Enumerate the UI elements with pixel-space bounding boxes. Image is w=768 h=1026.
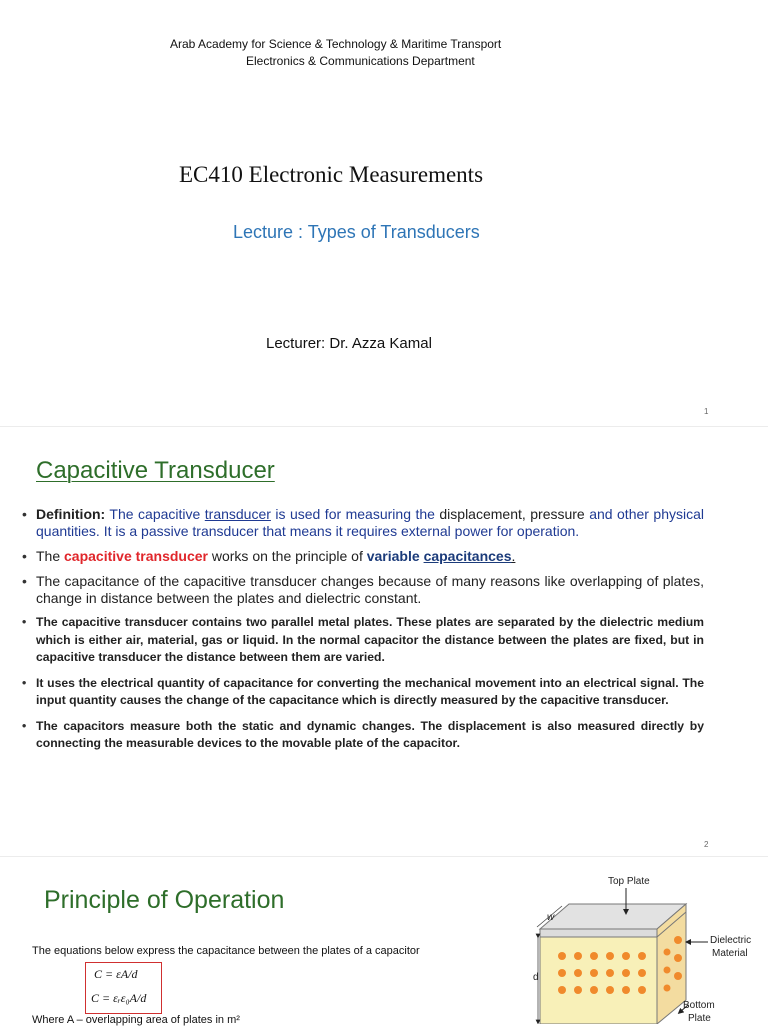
dielectric-front <box>540 929 657 1024</box>
definition-text: and other physical quantities. It is a passive transducer that means it requires external power for operation. <box>36 506 704 539</box>
slide-1 <box>0 0 768 425</box>
where-text: Where A – overlapping area of plates in m² <box>32 1014 240 1026</box>
variable-bold: variable <box>366 548 424 564</box>
equation-2: C = εᵣε₀A/d <box>91 991 147 1005</box>
bullet-parallel-plates: • The capacitive transducer contains two parallel metal plates. These plates are separated by the dielectric medium which is either air, material, gas or liquid. In the normal capacitor the distance between the plates are fixed, but in capacitive transducer the distance between them are varied. <box>22 614 704 667</box>
bullet-list <box>22 506 704 753</box>
principle-text: The <box>36 548 65 564</box>
equation-1: C = εA/d <box>94 967 138 981</box>
principle-text: works on the principle of <box>207 548 367 564</box>
lecture-subtitle: Lecture : Types of Transducers <box>233 222 480 242</box>
lecturer-name: Lecturer: Dr. Azza Kamal <box>266 335 432 352</box>
bottom-plate-label-1: Bottom <box>683 1000 715 1011</box>
capacitive-transducer-highlight: capacitive transducer <box>64 548 208 564</box>
bullet-static-dynamic: • The capacitors measure both the static and dynamic changes. The displacement is also measured directly by connecting the measurable devices to the movable plate of the capacitor. <box>22 718 704 753</box>
equation-box <box>85 962 162 1014</box>
capacitances-link[interactable]: capacitances <box>423 548 512 564</box>
bullet-definition <box>22 506 704 540</box>
institution-name: Arab Academy for Science & Technology & Maritime Transport <box>170 37 502 51</box>
bullet-principle <box>22 548 704 565</box>
page-number: 2 <box>704 840 709 849</box>
top-plate-label: Top Plate <box>608 876 650 887</box>
slide-separator <box>0 426 768 427</box>
page-number: 1 <box>704 407 709 416</box>
slide-separator <box>0 856 768 857</box>
department-name: Electronics & Communications Department <box>246 54 475 68</box>
distance-label: d <box>533 972 539 983</box>
bullet-capacitance-change: • The capacitance of the capacitive transducer changes because of many reasons like overlapping of plates, change in distance between the plates and dielectric constant. <box>22 573 704 607</box>
equation-intro: The equations below express the capacitance between the plates of a capacitor <box>32 945 420 957</box>
slide-title: Capacitive Transducer <box>36 457 275 484</box>
principle-text: . <box>511 548 516 564</box>
course-title: EC410 Electronic Measurements <box>179 162 484 187</box>
bottom-plate-label-2: Plate <box>688 1013 711 1024</box>
transducer-link[interactable]: transducer <box>204 506 271 522</box>
width-label: w <box>547 912 555 923</box>
top-plate-edge <box>540 929 657 937</box>
definition-label: Definition: <box>36 506 106 522</box>
dielectric-label-2: Material <box>712 948 748 959</box>
bullet-electrical-quantity: • It uses the electrical quantity of capacitance for converting the mechanical movement into an electrical signal. The input quantity causes the change of the capacitance which is directly measured by the capacitive transducer. <box>22 675 704 710</box>
dielectric-label-1: Dielectric <box>710 935 752 946</box>
definition-text: The capacitive <box>105 506 205 522</box>
slide-title: Principle of Operation <box>44 886 285 914</box>
definition-text: displacement, pressure <box>439 506 585 522</box>
definition-text: is used for measuring the <box>270 506 440 522</box>
